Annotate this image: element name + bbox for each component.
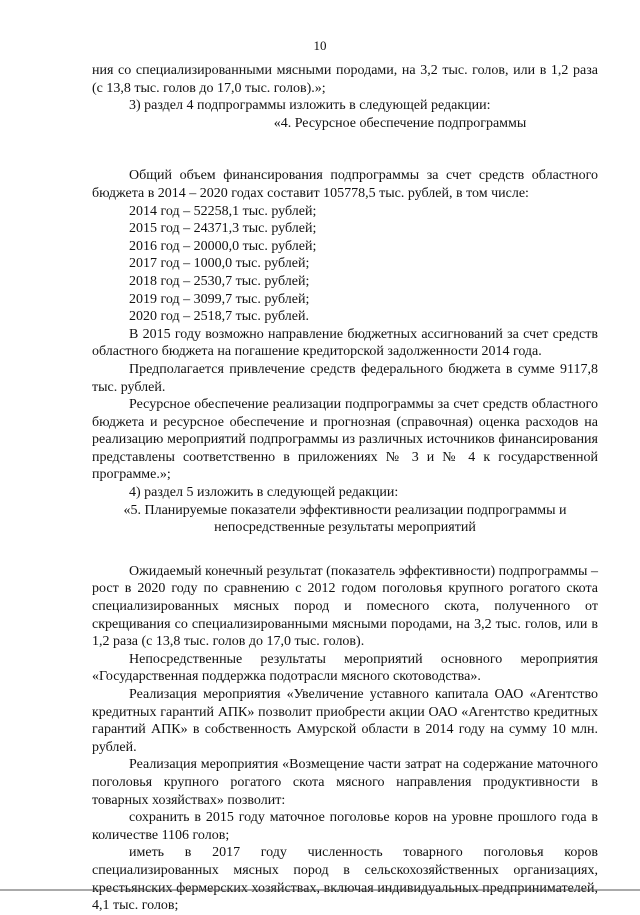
paragraph: Непосредственные результаты мероприятий основного мероприятия «Государственная поддержка подотрасли мясного скотоводства». [92, 651, 598, 685]
funding-intro: Общий объем финансирования подпрограммы за счет средств областного бюджета в 2014 – 2020 годах составит 105778,5 тыс. рублей, в том числе: [92, 168, 598, 201]
scan-edge-line [0, 889, 640, 891]
paragraph: Реализация мероприятия «Увеличение уставного капитала ОАО «Агентство кредитных гарантий АПК» позволит приобрести акции ОАО «Агентство кредитных гарантий АПК» в собственность Амурской области в 2014 году на сумму 10 млн. рублей. [92, 687, 598, 755]
amendment-item-3: 3) раздел 4 подпрограммы изложить в следующей редакции: [129, 98, 491, 114]
paragraph: Реализация мероприятия «Возмещение части затрат на содержание маточного поголовья крупного рогатого скота мясного направления продуктивности в товарных хозяйствах» позволит: [92, 757, 598, 808]
document-body [92, 62, 598, 915]
paragraph: Ресурсное обеспечение реализации подпрограммы за счет средств областного бюджета и ресурсное обеспечение и прогнозная (справочная) оценка расходов на реализацию мероприятий подпрограммы из различных источников финансирования представлены соответственно в приложениях № 3 и № 4 к государственной программе.»; [92, 397, 598, 483]
funding-year-item: 2015 год – 24371,3 тыс. рублей; [129, 221, 317, 237]
funding-year-list [129, 203, 598, 326]
funding-year-item: 2018 год – 2530,7 тыс. рублей; [129, 273, 310, 289]
paragraph: В 2015 году возможно направление бюджетных ассигнований за счет средств областного бюджета на погашение кредиторской задолженности 2014 года. [92, 326, 598, 360]
funding-year-item: 2017 год – 1000,0 тыс. рублей; [129, 256, 310, 272]
funding-year-item: 2019 год – 3099,7 тыс. рублей; [129, 291, 310, 307]
amendment-item-4: 4) раздел 5 изложить в следующей редакции: [129, 485, 399, 501]
paragraph: Предполагается привлечение средств федерального бюджета в сумме 9117,8 тыс. рублей. [92, 361, 598, 395]
page-number: 10 [313, 38, 327, 53]
funding-year-item: 2014 год – 52258,1 тыс. рублей; [129, 203, 317, 219]
paragraph: ния со специализированными мясными породами, на 3,2 тыс. голов, или в 1,2 раза (с 13,8 тыс. голов до 17,0 тыс. голов).»; [92, 63, 598, 96]
paragraph: Ожидаемый конечный результат (показатель эффективности) подпрограммы – рост в 2020 году по сравнению с 2012 годом поголовья крупного рогатого скота специализированных мясных пород и помесного скота, полученного от скрещивания со специализированными мясными породами, на 3,2 тыс. голов, или в 1,2 раза (с 13,8 тыс. голов до 17,0 тыс. голов). [92, 563, 598, 650]
funding-year-item: 2016 год – 20000,0 тыс. рублей; [129, 238, 317, 254]
paragraph: иметь в 2017 году численность товарного поголовья коров специализированных мясных пород в сельскохозяйственных организациях, 4,1 тыс. голов; [92, 845, 598, 914]
section-4-heading: «4. Ресурсное обеспечение подпрограммы [273, 115, 527, 131]
section-5-heading: «5. Планируемые показатели эффективности реализации подпрограммы и непосредственные результаты мероприятий [123, 502, 567, 536]
funding-year-item: 2020 год – 2518,7 тыс. рублей. [129, 309, 309, 325]
paragraph: сохранить в 2015 году маточное поголовье коров на уровне прошлого года в количестве 1106 голов; [92, 810, 598, 843]
